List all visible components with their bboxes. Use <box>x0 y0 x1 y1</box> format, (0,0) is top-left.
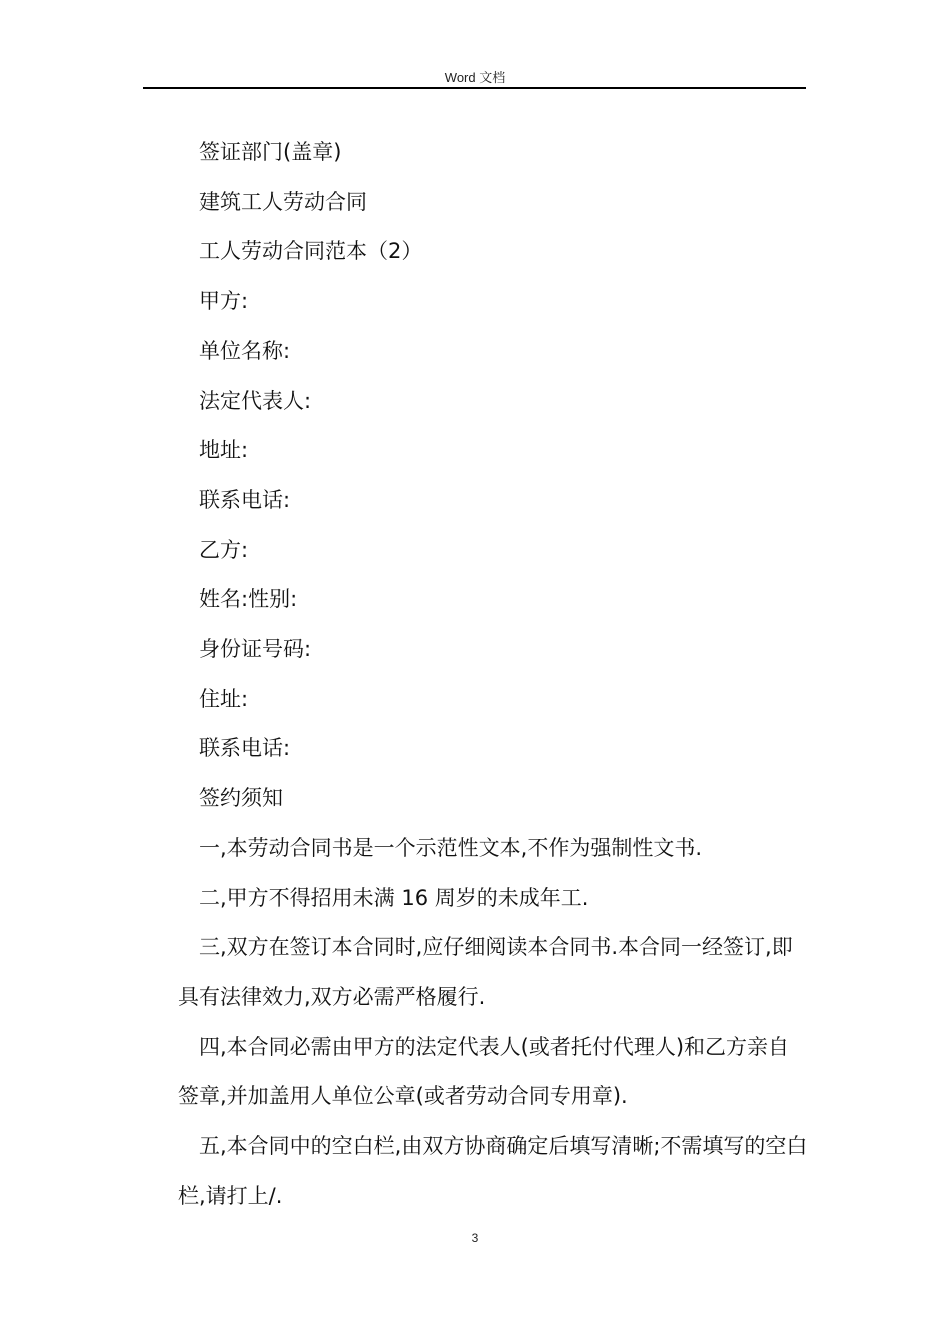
paragraph-party-b-phone: 联系电话: <box>199 736 291 761</box>
paragraph-note-4: 四,本合同必需由甲方的法定代表人(或者托付代理人)和乙方亲自签章,并加盖用人单位公章(或者劳动合同专用章). <box>178 1034 790 1109</box>
paragraph-note-1: 一,本劳动合同书是一个示范性文本,不作为强制性文书. <box>199 835 703 860</box>
paragraph-residence: 住址: <box>199 686 249 711</box>
paragraph-legal-representative: 法定代表人: <box>199 388 312 413</box>
page-header-title: Word 文档 <box>444 70 506 85</box>
paragraph-address: 地址: <box>199 438 249 463</box>
paragraph-id-number: 身份证号码: <box>199 637 312 662</box>
document-body <box>178 128 808 1221</box>
paragraph-name-gender: 姓名:性别: <box>199 587 298 612</box>
paragraph-note-3: 三,双方在签订本合同时,应仔细阅读本合同书.本合同一经签订,即具有法律效力,双方必需严格履行. <box>178 935 793 1009</box>
paragraph-contract-title: 建筑工人劳动合同 <box>199 189 367 214</box>
paragraph-party-a-phone: 联系电话: <box>199 487 291 512</box>
paragraph-template-title: 工人劳动合同范本（2） <box>199 239 423 264</box>
header-divider <box>143 87 806 89</box>
paragraph-visa-department: 签证部门(盖章) <box>199 140 342 164</box>
paragraph-note-5: 五,本合同中的空白栏,由双方协商确定后填写清晰;不需填写的空白栏,请打上/. <box>178 1134 808 1208</box>
paragraph-party-a: 甲方: <box>199 289 249 314</box>
paragraph-note-2: 二,甲方不得招用未满 16 周岁的未成年工. <box>199 885 589 910</box>
paragraph-company-name: 单位名称: <box>199 338 291 363</box>
paragraph-signing-notes: 签约须知 <box>199 786 283 811</box>
paragraph-party-b: 乙方: <box>199 537 249 562</box>
page-number: 3 <box>471 1231 479 1245</box>
